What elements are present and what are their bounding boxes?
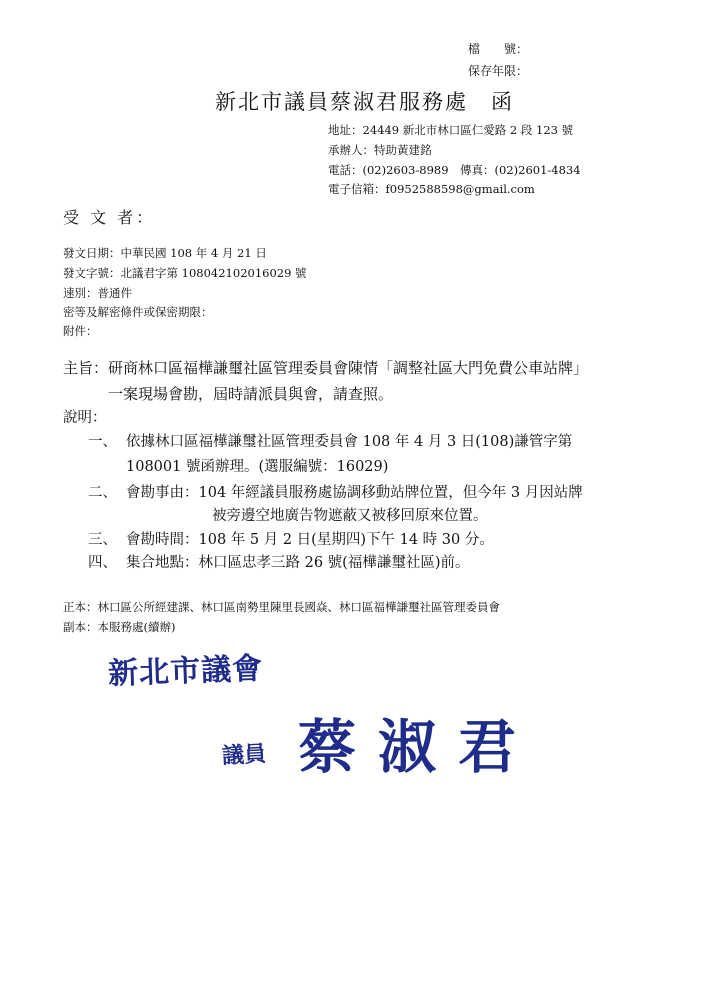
original-recipients: 正本：林口區公所經建課、林口區南勢里陳里長國焱、林口區福樺謙璽社區管理委員會 bbox=[63, 600, 500, 614]
contact-handler: 承辦人：特助黃建銘 bbox=[328, 143, 432, 157]
explanation-item-text: 108001 號函辦理。(選服編號：16029) bbox=[126, 459, 389, 475]
explanation-item-text: 會勘時間：108 年 5 月 2 日(星期四)下午 14 時 30 分。 bbox=[126, 532, 494, 548]
retention-period-label: 保存年限： bbox=[468, 64, 529, 78]
explanation-heading: 說明： bbox=[63, 410, 107, 426]
secrecy-level: 密等及解密條件或保密期限： bbox=[63, 305, 213, 319]
document-title: 新北市議員蔡淑君服務處 函 bbox=[215, 90, 514, 114]
explanation-item-text: 依據林口區福樺謙璽社區管理委員會 108 年 4 月 3 日(108)謙管字第 bbox=[126, 434, 573, 450]
copy-recipients: 副本：本服務處(續辦) bbox=[63, 620, 176, 634]
explanation-item-text: 集合地點：林口區忠孝三路 26 號(福樺謙璽社區)前。 bbox=[126, 555, 470, 571]
explanation-item-text: 會勘事由：104 年經議員服務處協調移動站牌位置，但今年 3 月因站牌 bbox=[126, 485, 583, 501]
subject-line-2: 一案現場會勘，屆時請派員與會，請查照。 bbox=[108, 385, 394, 403]
explanation-item-number: 二、 bbox=[88, 485, 117, 501]
contact-address: 地址：24449 新北市林口區仁愛路 2 段 123 號 bbox=[328, 123, 574, 137]
council-seal-text: 新北市議會 bbox=[107, 651, 264, 692]
delivery-speed: 速別：普通件 bbox=[63, 286, 132, 300]
subject-line-1: 主旨：研商林口區福樺謙璽社區管理委員會陳情「調整社區大門免費公車站牌」 bbox=[63, 359, 589, 377]
issue-date: 發文日期：中華民國 108 年 4 月 21 日 bbox=[63, 246, 267, 260]
contact-email: 電子信箱：f0952588598@gmail.com bbox=[328, 182, 535, 196]
recipient-label: 受 文 者： bbox=[63, 208, 156, 227]
councilor-name-seal: 蔡淑君 bbox=[298, 713, 539, 781]
explanation-item-number: 四、 bbox=[88, 555, 117, 571]
file-number-label: 檔 號： bbox=[468, 42, 529, 56]
explanation-item-number: 一、 bbox=[88, 434, 117, 450]
explanation-item-text: 被旁邊空地廣告物遮蔽又被移回原來位置。 bbox=[212, 508, 488, 524]
contact-phone-fax: 電話：(02)2603-8989 傳真：(02)2601-4834 bbox=[328, 163, 581, 177]
explanation-item-number: 三、 bbox=[88, 532, 117, 548]
attachment-label: 附件： bbox=[63, 324, 98, 338]
issue-reference-number: 發文字號：北議君字第 108042102016029 號 bbox=[63, 266, 307, 280]
councilor-title-seal: 議員 bbox=[221, 741, 267, 770]
